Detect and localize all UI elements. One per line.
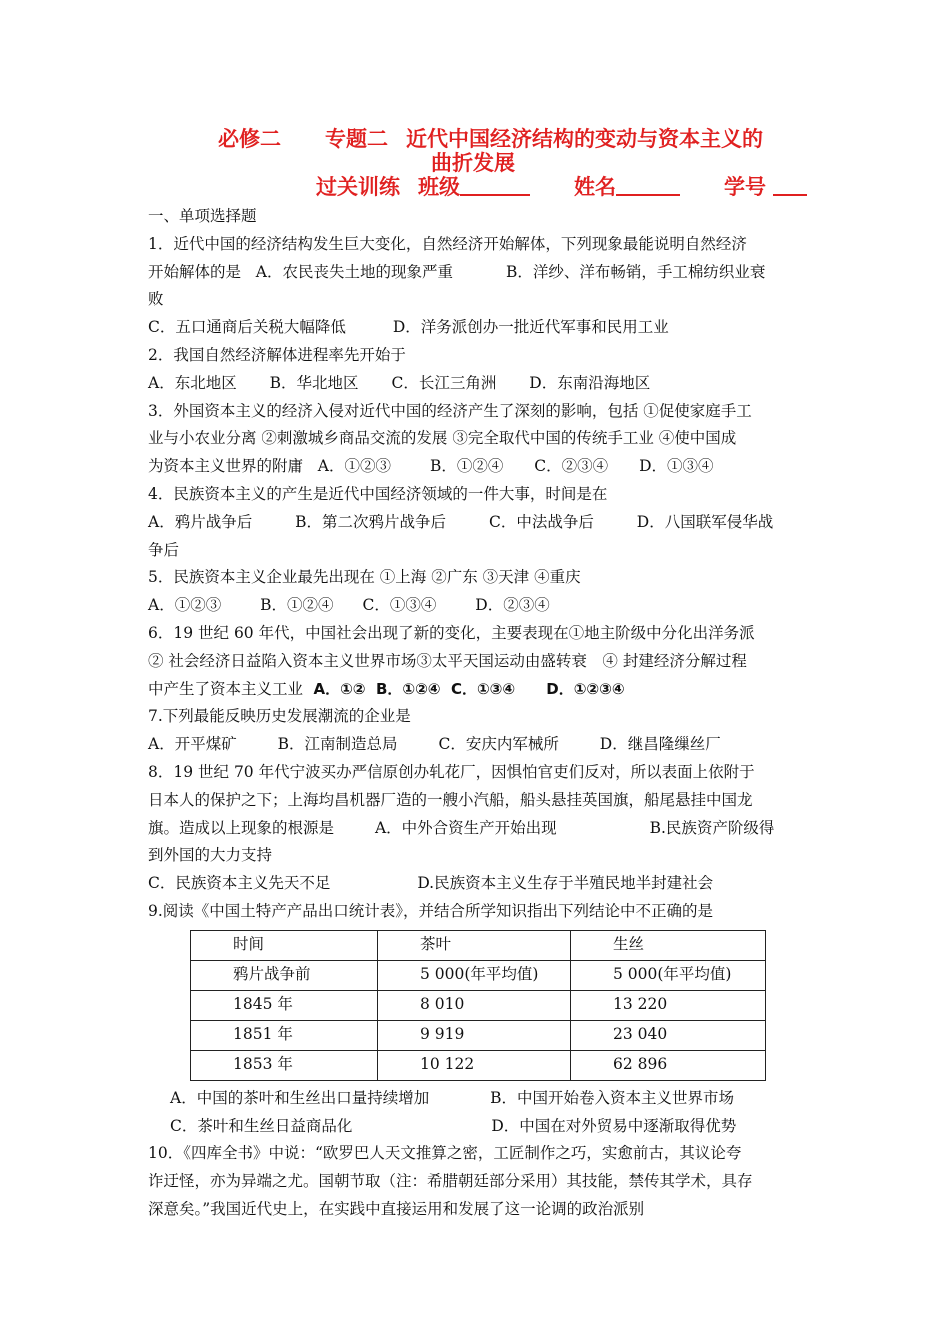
q4-option-a[interactable]: A．鸦片战争后 (148, 512, 253, 531)
q1-line-4 (148, 314, 808, 342)
q6-stem-3: 中产生了资本主义工业 (148, 679, 304, 698)
table-header-cell: 生丝 (571, 930, 766, 960)
q3-option-a[interactable]: A．①②③ (317, 457, 391, 476)
q1-stem: 1．近代中国的经济结构发生巨大变化，自然经济开始解体，下列现象最能说明自然经济 (148, 234, 747, 253)
q2-option-a[interactable]: A．东北地区 (148, 373, 237, 392)
table-cell: 10 122 (378, 1050, 571, 1080)
table-header-cell: 时间 (191, 930, 378, 960)
q6-option-d[interactable]: D．①②③④ (546, 679, 625, 698)
table-cell: 62 896 (571, 1050, 766, 1080)
table-cell: 5 000(年平均值) (571, 960, 766, 990)
q9-stem: 9.阅读《中国土特产产品出口统计表》，并结合所学知识指出下列结论中不正确的是 (148, 901, 714, 920)
q5-option-a[interactable]: A．①②③ (148, 596, 222, 615)
q4-option-b[interactable]: B．第二次鸦片战争后 (295, 512, 447, 531)
table-header-cell: 茶叶 (378, 930, 571, 960)
table-cell: 23 040 (571, 1020, 766, 1050)
q1-option-a[interactable]: A．农民丧失土地的现象严重 (255, 262, 453, 281)
subtitle: 过关训练 (316, 175, 400, 199)
course-label: 必修二 (218, 127, 281, 151)
id-label: 学号 (724, 175, 766, 199)
q4-stem: 4．民族资本主义的产生是近代中国经济领域的一件大事，时间是在 (148, 484, 608, 503)
q10-stem-2: 诈迂怪，亦为异端之尤。国朝节取（注：希腊朝廷部分采用）其技能，禁传其学术，具存 (148, 1172, 753, 1191)
table-cell: 1851 年 (191, 1020, 378, 1050)
q4-option-d[interactable]: D．八国联军侵华战 (636, 512, 774, 531)
q7-option-d[interactable]: D．继昌隆缫丝厂 (599, 735, 721, 754)
q7-option-c[interactable]: C．安庆内军械所 (438, 735, 559, 754)
q9-option-a[interactable]: A．中国的茶叶和生丝出口量持续增加 (170, 1088, 430, 1107)
q1-option-b-cont: 败 (148, 290, 164, 309)
q8-stem-3: 旗。造成以上现象的根源是 (148, 818, 335, 837)
q6-option-b[interactable]: B．①②④ (375, 679, 441, 698)
q2-stem: 2．我国自然经济解体进程率先开始于 (148, 345, 406, 364)
q1-stem-cont: 开始解体的是 (148, 262, 242, 281)
q6-option-c[interactable]: C．①③④ (450, 679, 516, 698)
q7-options (148, 731, 808, 759)
doc-title-cont: 曲折发展 (431, 151, 515, 175)
q7-option-b[interactable]: B．江南制造总局 (277, 735, 398, 754)
table-cell: 5 000(年平均值) (378, 960, 571, 990)
name-label: 姓名 (574, 175, 616, 199)
q5-option-c[interactable]: C．①③④ (362, 596, 437, 615)
q8-stem-2: 日本人的保护之下；上海均昌机器厂造的一艘小汽船，船头悬挂英国旗，船尾悬挂中国龙 (148, 790, 753, 809)
q3-option-b[interactable]: B．①②④ (429, 457, 504, 476)
table-row (191, 1020, 766, 1050)
q6-option-a[interactable]: A．①② (313, 679, 366, 698)
q7-stem: 7.下列最能反映历史发展潮流的企业是 (148, 707, 411, 726)
section-title: 一、单项选择题 (148, 207, 257, 225)
q3-stem-3: 为资本主义世界的附庸 (148, 457, 304, 476)
class-field[interactable] (460, 176, 530, 196)
q4-options (148, 509, 808, 537)
q3-option-c[interactable]: C．②③④ (534, 457, 609, 476)
q4-option-d-cont: 争后 (148, 540, 180, 559)
q6-stem: 6．19 世纪 60 年代，中国社会出现了新的变化，主要表现在①地主阶级中分化出洋务派 (148, 623, 755, 642)
q6-stem-2: ② 社会经济日益陷入资本主义世界市场③太平天国运动由盛转衰 ④ 封建经济分解过程 (148, 651, 747, 670)
q9-options-row-2 (148, 1113, 808, 1141)
topic-label: 专题二 (325, 127, 388, 151)
q9-option-c[interactable]: C．茶叶和生丝日益商品化 (170, 1116, 353, 1135)
q2-options (148, 370, 808, 398)
q9-options-row-1 (148, 1085, 808, 1113)
q8-line-3 (148, 815, 808, 843)
q7-option-a[interactable]: A．开平煤矿 (148, 735, 237, 754)
export-stats-table (190, 930, 766, 1081)
q8-stem: 8．19 世纪 70 年代宁波买办严信原创办轧花厂，因惧怕官吏们反对，所以表面上依附于 (148, 762, 755, 781)
q2-option-c[interactable]: C．长江三角洲 (391, 373, 497, 392)
table-cell: 9 919 (378, 1020, 571, 1050)
q5-option-d[interactable]: D．②③④ (475, 596, 550, 615)
name-field[interactable] (616, 176, 680, 196)
q3-stem: 3．外国资本主义的经济入侵对近代中国的经济产生了深刻的影响，包括 ①促使家庭手工 (148, 401, 752, 420)
q6-line-3 (148, 676, 808, 704)
table-cell: 鸦片战争前 (191, 960, 378, 990)
class-label: 班级 (418, 175, 460, 199)
q3-line-3 (148, 453, 808, 481)
q2-option-d[interactable]: D．东南沿海地区 (529, 373, 651, 392)
q1-option-c[interactable]: C．五口通商后关税大幅降低 (148, 318, 346, 337)
q9-option-b[interactable]: B．中国开始卷入资本主义世界市场 (490, 1088, 735, 1107)
table-row (191, 990, 766, 1020)
table-row (191, 960, 766, 990)
table-cell: 8 010 (378, 990, 571, 1020)
doc-subtitle-line (0, 171, 950, 201)
table-row (191, 1050, 766, 1080)
q5-option-b[interactable]: B．①②④ (260, 596, 334, 615)
table-cell: 1845 年 (191, 990, 378, 1020)
q1-line-2 (148, 259, 808, 287)
q3-option-d[interactable]: D．①③④ (639, 457, 714, 476)
q10-stem: 10．《四库全书》中说：“欧罗巴人天文推算之密，工匠制作之巧，实愈前古，其议论夸 (148, 1144, 742, 1163)
question-list (148, 203, 808, 1224)
q3-stem-2: 业与小农业分离 ②刺激城乡商品交流的发展 ③完全取代中国的传统手工业 ④使中国成 (148, 429, 737, 448)
id-field[interactable] (773, 176, 807, 196)
q8-option-b[interactable]: B.民族资产阶级得 (649, 818, 775, 837)
q8-line-5 (148, 870, 808, 898)
q5-options (148, 592, 808, 620)
q10-stem-3: 深意矣。”我国近代史上，在实践中直接运用和发展了这一论调的政治派别 (148, 1199, 645, 1218)
q5-stem: 5．民族资本主义企业最先出现在 ①上海 ②广东 ③天津 ④重庆 (148, 568, 581, 587)
doc-title: 近代中国经济结构的变动与资本主义的 (406, 127, 763, 151)
q1-option-b[interactable]: B．洋纱、洋布畅销，手工棉纺织业衰 (505, 262, 766, 281)
q1-option-d[interactable]: D．洋务派创办一批近代军事和民用工业 (392, 318, 669, 337)
table-header-row (191, 930, 766, 960)
q8-option-d[interactable]: D.民族资本主义生存于半殖民地半封建社会 (417, 874, 714, 893)
q2-option-b[interactable]: B．华北地区 (269, 373, 359, 392)
q9-option-d[interactable]: D．中国在对外贸易中逐渐取得优势 (491, 1116, 737, 1135)
table-cell: 1853 年 (191, 1050, 378, 1080)
q8-option-c[interactable]: C．民族资本主义先天不足 (148, 874, 331, 893)
q8-option-a[interactable]: A．中外合资生产开始出现 (374, 818, 557, 837)
q4-option-c[interactable]: C．中法战争后 (488, 512, 594, 531)
q8-option-b-cont: 到外国的大力支持 (148, 846, 273, 865)
table-cell: 13 220 (571, 990, 766, 1020)
